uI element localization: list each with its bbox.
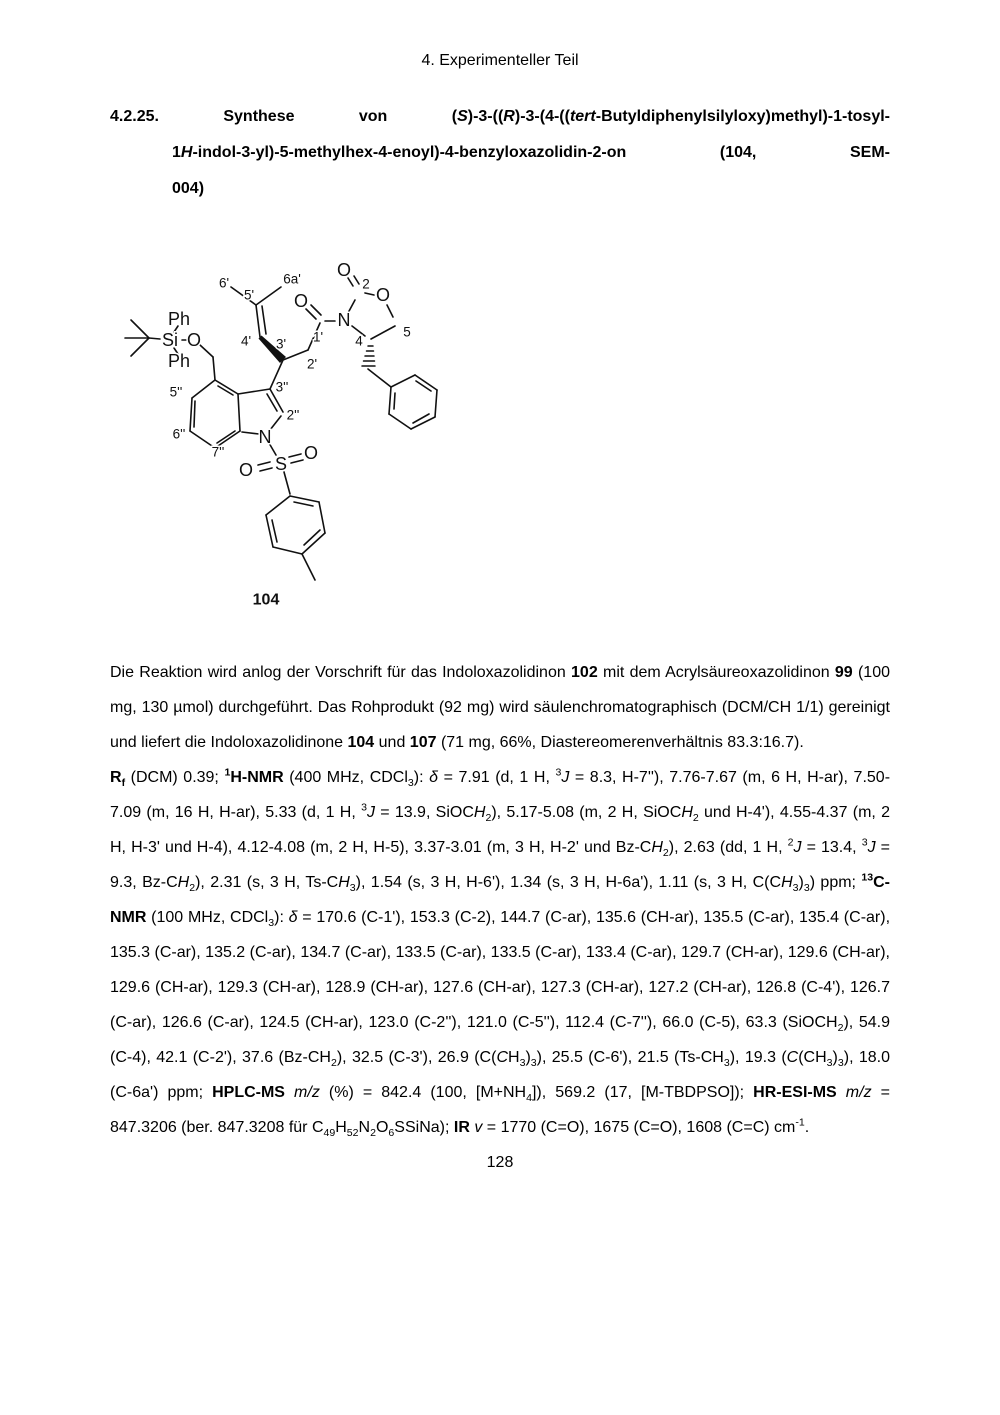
label-4prime: 4' <box>240 333 252 349</box>
page-number: 128 <box>486 1154 514 1171</box>
molecule-structure-104 <box>114 243 466 615</box>
section-number: 4.2.25. <box>110 108 159 125</box>
label-si: Si <box>161 330 179 350</box>
label-ring-5: 5 <box>403 324 411 340</box>
label-n-oxa: N <box>337 310 351 330</box>
label-3dprime: 3'' <box>275 379 289 395</box>
label-1prime: 1' <box>312 329 324 345</box>
label-o-top: O <box>336 260 352 280</box>
label-o-si: O <box>186 330 202 350</box>
reaction-paragraph: Die Reaktion wird anlog der Vorschrift für das Indoloxazolidinon 102 mit dem Acrylsäureoxazolidinon 99 (100 mg, 130 µmol) durchgeführt. Das Rohprodukt (92 mg) wird säulenchromatographisch (DCM/CH 1/1) gereinigt und liefert die Indoloxazolidinone 104 und 107 (71 mg, 66%, Diastereomerenverhältnis 83.3:16.7). <box>110 664 890 751</box>
label-6aprime: 6a' <box>283 271 301 287</box>
label-ph-top: Ph <box>167 309 191 329</box>
section-heading <box>110 99 890 207</box>
page-header: 4. Experimenteller Teil <box>421 52 579 69</box>
label-6dprime: 6'' <box>172 426 186 442</box>
label-n-indole: N <box>258 427 272 447</box>
label-3prime: 3' <box>275 336 287 352</box>
label-o-s-left: O <box>238 460 254 480</box>
label-5dprime: 5'' <box>169 384 183 400</box>
label-ph-bot: Ph <box>167 351 191 371</box>
compound-number: 104 <box>252 591 280 609</box>
label-7dprime: 7'' <box>211 444 225 460</box>
analytics-paragraph: $R_f$ (DCM) 0.39; $^1$H-NMR (400 MHz, CDCl$_3$): δ = 7.91 (d, 1 H, $^3$J = 8.3, H-7''), 7.76-7.67 (m, 6 H, H-ar), 7.50-7.09 (m, 16 H, H-ar), 5.33 (d, 1 H, $^3$J = 13.9, SiOCH$_2$), 5.17-5.08 (m, 2 H, SiOCH$_2$ und H-4'), 4.55-4.37 (m, 2 H, H-3' und H-4), 4.12-4.08 (m, 2 H, H-5), 3.37-3.01 (m, 3 H, H-2' und $Bz-CH_2$), 2.63 (dd, 1 H, $^2$J = 13.4, $^3$J = 9.3, $Bz-CH_2$), 2.31 (s, 3 H, $Ts-CH_3$), 1.54 (s, 3 H, H-6'), 1.34 (s, 3 H, H-6a'), 1.11 (s, 3 H, $C(CH_3)_3$) ppm; $^{13}$C-NMR (100 MHz, CDCl$_3$): δ = 170.6 (C-1'), 153.3 (C-2), 144.7 (C-ar), 135.6 (CH-ar), 135.5 (C-ar), 135.4 (C-ar), 135.3 (C-ar), 135.2 (C-ar), 134.7 (C-ar), 133.5 (C-ar), 133.5 (C-ar), 133.4 (C-ar), 129.7 (CH-ar), 129.6 (CH-ar), 129.6 (CH-ar), 129.3 (CH-ar), 128.9 (CH-ar), 127.6 (CH-ar), 127.3 (CH-ar), 127.2 (CH-ar), 126.8 (C-4'), 126.7 (C-ar), 126.6 (C-ar), 124.5 (CH-ar), 123.0 (C-2''), 121.0 (C-5''), 112.4 (C-7''), 66.0 (C-5), 63.3 (SiOCH$_2$), 54.9 (C-4), 42.1 (C-2'), 37.6 $(Bz-CH_2)$, 32.5 (C-3'), 26.9 $(C(CH_3)_3)$, 25.5 (C-6'), 21.5 $(Ts-CH_3)$, 19.3 $(C(CH_3)_3)$, 18.0 (C-6a') ppm; HPLC-MS m/z (%) = 842.4 (100, $[M+NH_4]$), 569.2 (17, [M-TBDPSO]); HR-ESI-MS m/z = 847.3206 (ber. 847.3208 für $C_{49}H_{52}N_2O_6SSiNa$); IR v = 1770 (C=O), 1675 (C=O), 1608 (C=C) $cm^{-1}$. <box>110 766 891 1140</box>
label-2prime: 2' <box>306 356 318 372</box>
label-o-keto: O <box>293 291 309 311</box>
section-title: Synthese von (S)-3-((R)-3-(4-((tert-Butyldiphenylsilyloxy)methyl)-1-tosyl- 1H-indol-3-yl)-5-methylhex-4-enoyl)-4-benzyloxazolidin-2-on (104, SEM- 004) <box>172 108 890 197</box>
structure-figure <box>114 243 890 615</box>
label-6prime: 6' <box>218 275 230 291</box>
label-o-s-right: O <box>303 443 319 463</box>
label-ring-4: 4 <box>355 333 363 349</box>
label-o-ring: O <box>375 285 391 305</box>
label-ring-2: 2 <box>362 276 370 292</box>
label-2dprime: 2'' <box>286 407 300 423</box>
label-5prime: 5' <box>243 287 255 303</box>
label-s: S <box>274 454 288 474</box>
